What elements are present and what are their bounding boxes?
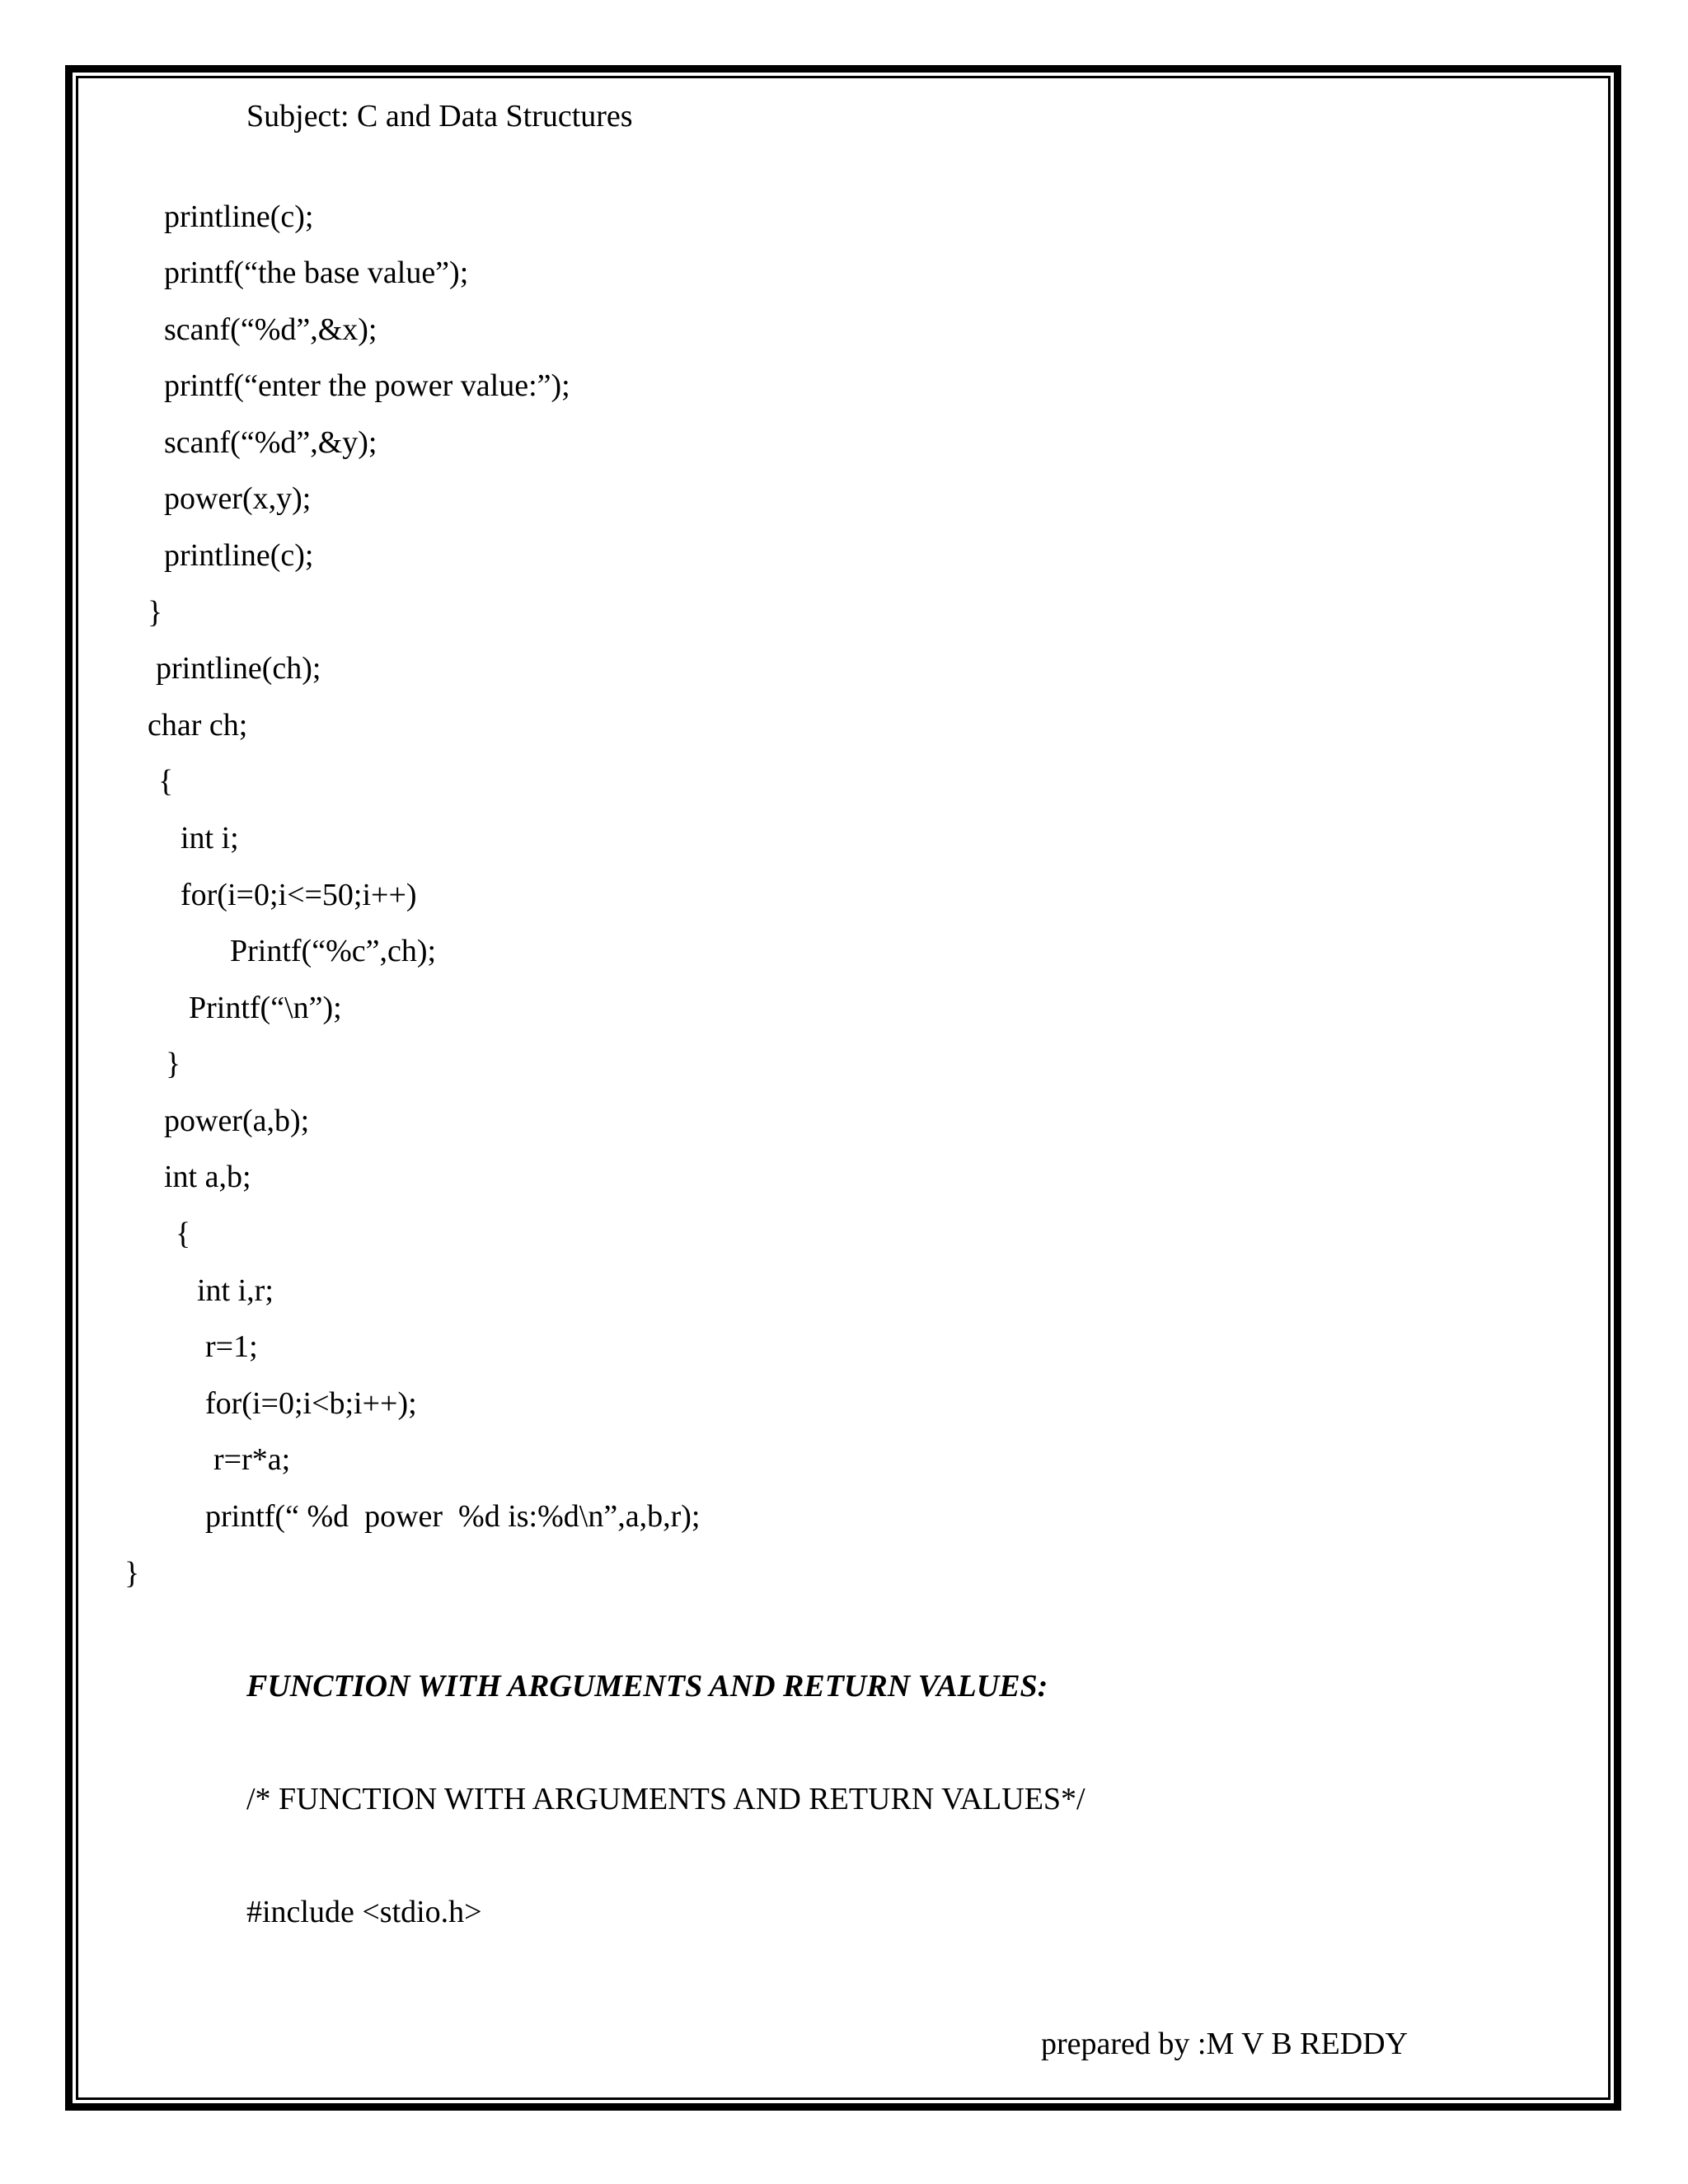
code-line: for(i=0;i<=50;i++) xyxy=(181,878,417,912)
code-line: int i; xyxy=(181,821,239,855)
code-line: power(x,y); xyxy=(164,481,312,516)
code-line: printline(c); xyxy=(164,538,314,573)
code-line: } xyxy=(148,595,163,630)
code-line: { xyxy=(158,764,174,799)
code-line: } xyxy=(124,1556,140,1591)
code-line: for(i=0;i<b;i++); xyxy=(205,1386,417,1421)
subject-header: Subject: C and Data Structures xyxy=(246,99,633,134)
section-heading: FUNCTION WITH ARGUMENTS AND RETURN VALUES: xyxy=(246,1669,1048,1704)
code-line: scanf(“%d”,&y); xyxy=(164,425,377,460)
code-line: Printf(“%c”,ch); xyxy=(230,934,437,968)
code-line: int i,r; xyxy=(197,1273,274,1308)
code-line: r=1; xyxy=(205,1329,258,1364)
code-line: printline(c); xyxy=(164,199,314,234)
code-line: printf(“ %d power %d is:%d\n”,a,b,r); xyxy=(205,1499,701,1534)
code-line: printline(ch); xyxy=(156,651,321,686)
code-line: printf(“the base value”); xyxy=(164,255,469,290)
code-line: scanf(“%d”,&x); xyxy=(164,312,377,347)
include-line: #include <stdio.h> xyxy=(246,1895,482,1929)
code-line: power(a,b); xyxy=(164,1104,310,1138)
code-line: Printf(“\n”); xyxy=(189,991,342,1025)
code-line: { xyxy=(176,1216,191,1251)
code-line: int a,b; xyxy=(164,1160,251,1194)
code-line: char ch; xyxy=(148,708,248,743)
code-line: r=r*a; xyxy=(213,1442,291,1477)
section-comment: /* FUNCTION WITH ARGUMENTS AND RETURN VALUES*/ xyxy=(246,1782,1085,1816)
code-line: printf(“enter the power value:”); xyxy=(164,368,570,403)
prepared-by-footer: prepared by :M V B REDDY xyxy=(1041,2027,1409,2061)
code-line: } xyxy=(166,1047,181,1081)
